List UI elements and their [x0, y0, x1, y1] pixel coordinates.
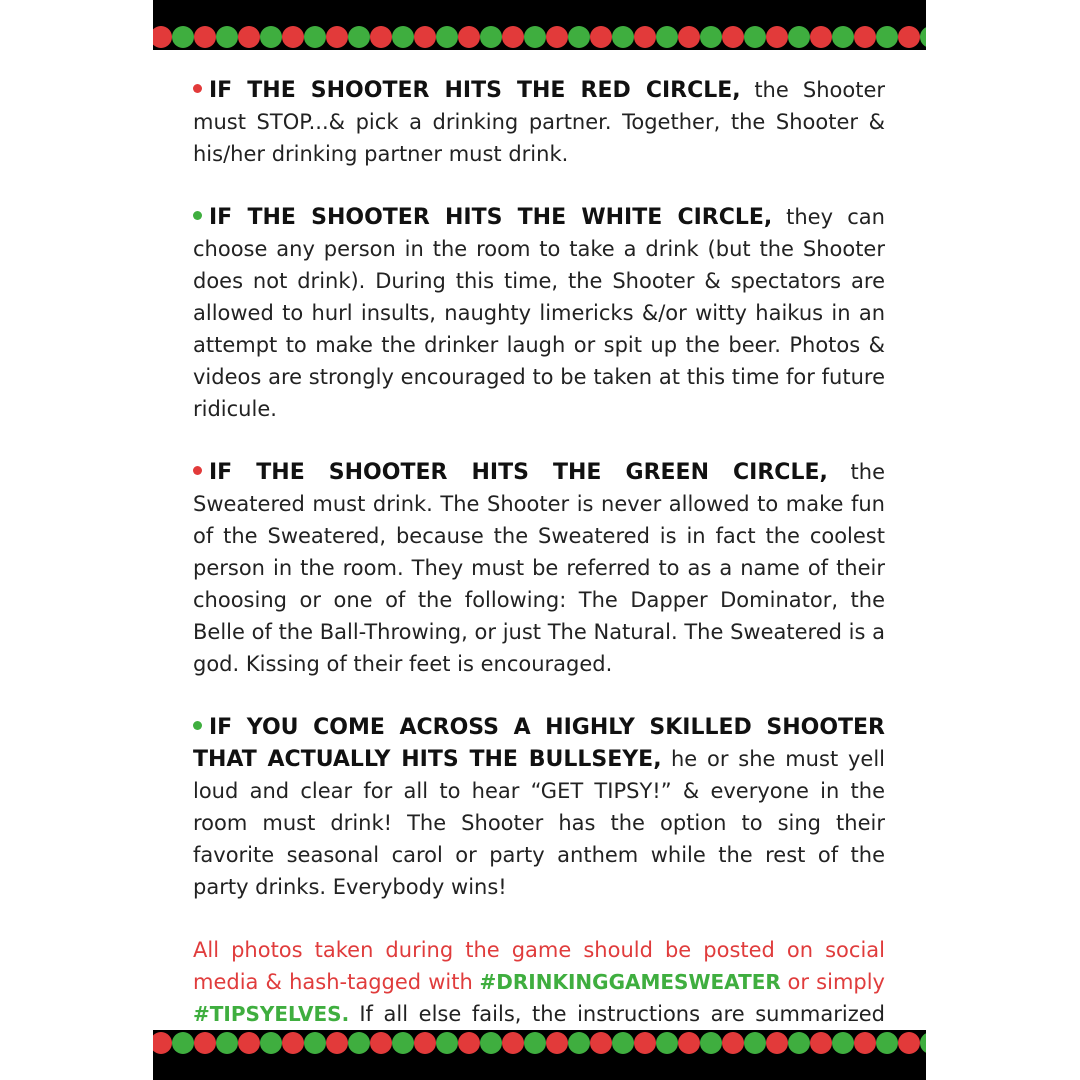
border-dot	[700, 26, 722, 48]
border-dot	[260, 26, 282, 48]
border-dot	[370, 26, 392, 48]
border-dot	[480, 26, 502, 48]
border-dot	[898, 26, 920, 48]
rule-body: the Shooter must STOP...& pick a drinking partner. Together, the Shooter & his/her drinking partner must drink.	[193, 78, 885, 166]
border-dot	[502, 1032, 524, 1054]
rule-body: they can choose any person in the room to take a drink (but the Shooter does not drink). During this time, the Shooter & spectators are allowed to hurl insults, naughty limericks &/or witty haikus in an attempt to make the drinker laugh or spit up the beer. Photos & videos are strongly encouraged to be taken at this time for future ridicule.	[193, 205, 885, 421]
rule-white-circle	[193, 201, 885, 425]
hashtag-drinkinggamesweater: #DRINKINGGAMESWEATER	[479, 970, 781, 994]
border-dot	[480, 1032, 502, 1054]
border-dot	[392, 1032, 414, 1054]
rule-red-circle	[193, 74, 885, 170]
border-dot	[458, 1032, 480, 1054]
border-dot	[700, 1032, 722, 1054]
border-dot	[656, 1032, 678, 1054]
rule-green-circle	[193, 456, 885, 680]
border-dot	[436, 1032, 458, 1054]
border-dot	[238, 1032, 260, 1054]
border-dot	[766, 1032, 788, 1054]
border-dot	[524, 26, 546, 48]
border-dot	[282, 26, 304, 48]
border-dot	[634, 26, 656, 48]
border-dot	[832, 1032, 854, 1054]
red-bullet-icon	[193, 466, 202, 475]
rule-heading: IF THE SHOOTER HITS THE WHITE CIRCLE,	[209, 205, 773, 230]
rule-heading: IF YOU COME ACROSS A HIGHLY SKILLED SHOOTER THAT ACTUALLY HITS THE BULLSEYE,	[193, 715, 885, 772]
closing-lead: All photos taken during the game should be posted on social media & hash-tagged with	[193, 938, 885, 994]
border-dot	[876, 1032, 898, 1054]
border-dot	[590, 26, 612, 48]
border-dot	[458, 26, 480, 48]
dot-pattern	[153, 0, 926, 50]
border-dot	[788, 1032, 810, 1054]
green-bullet-icon	[193, 211, 202, 220]
border-dot	[304, 1032, 326, 1054]
border-dot	[722, 26, 744, 48]
red-bullet-icon	[193, 84, 202, 93]
border-dot	[216, 26, 238, 48]
rule-heading: IF THE SHOOTER HITS THE RED CIRCLE,	[209, 78, 741, 103]
border-dot	[436, 26, 458, 48]
rule-bullseye	[193, 711, 885, 903]
dot-pattern	[153, 1030, 926, 1080]
border-dot	[326, 1032, 348, 1054]
border-dot	[766, 26, 788, 48]
border-dot	[172, 1032, 194, 1054]
border-dot	[832, 26, 854, 48]
border-dot	[348, 1032, 370, 1054]
border-dot	[370, 1032, 392, 1054]
border-dot	[722, 1032, 744, 1054]
border-dot	[153, 26, 172, 48]
border-dot	[568, 26, 590, 48]
border-dot	[414, 1032, 436, 1054]
border-dot	[634, 1032, 656, 1054]
instruction-card	[153, 0, 926, 1080]
border-dot	[854, 1032, 876, 1054]
hashtag-tipsyelves: #TIPSYELVES.	[193, 1002, 350, 1026]
border-dot	[216, 1032, 238, 1054]
border-dot	[546, 1032, 568, 1054]
border-dot	[502, 26, 524, 48]
border-dot	[568, 1032, 590, 1054]
border-dot	[678, 26, 700, 48]
border-dot	[153, 1032, 172, 1054]
border-dot	[414, 26, 436, 48]
green-bullet-icon	[193, 721, 202, 730]
border-dot	[524, 1032, 546, 1054]
border-dot	[744, 26, 766, 48]
border-dot	[656, 26, 678, 48]
border-dot	[304, 26, 326, 48]
border-dot	[546, 26, 568, 48]
border-dot	[876, 26, 898, 48]
border-dot	[194, 1032, 216, 1054]
border-dot	[172, 26, 194, 48]
border-dot	[920, 1032, 926, 1054]
rule-body: he or she must yell loud and clear for all to hear “GET TIPSY!” & everyone in the room must drink! The Shooter has the option to sing their favorite seasonal carol or party anthem while the rest of the party drinks. Everybody wins!	[193, 747, 885, 899]
border-dot	[810, 1032, 832, 1054]
border-dot	[854, 26, 876, 48]
border-dot	[260, 1032, 282, 1054]
border-dot	[744, 1032, 766, 1054]
bottom-dot-border	[153, 1030, 926, 1080]
border-dot	[326, 26, 348, 48]
border-dot	[348, 26, 370, 48]
border-dot	[920, 26, 926, 48]
border-dot	[898, 1032, 920, 1054]
border-dot	[810, 26, 832, 48]
border-dot	[238, 26, 260, 48]
border-dot	[282, 1032, 304, 1054]
rules-content	[193, 74, 885, 1062]
rule-body: the Sweatered must drink. The Shooter is never allowed to make fun of the Sweatered, because the Sweatered is in fact the coolest person in the room. They must be referred to as a name of their choosing or one of the following: The Dapper Dominator, the Belle of the Ball-Throwing, or just The Natural. The Sweatered is a god. Kissing of their feet is encouraged.	[193, 460, 885, 676]
border-dot	[612, 1032, 634, 1054]
border-dot	[590, 1032, 612, 1054]
border-dot	[678, 1032, 700, 1054]
closing-mid: or simply	[787, 970, 885, 994]
rule-heading: IF THE SHOOTER HITS THE GREEN CIRCLE,	[209, 460, 828, 485]
top-dot-border	[153, 0, 926, 50]
border-dot	[392, 26, 414, 48]
border-dot	[788, 26, 810, 48]
border-dot	[612, 26, 634, 48]
closing-tail: If all else fails, the instructions are summarized	[359, 1002, 885, 1026]
border-dot	[194, 26, 216, 48]
